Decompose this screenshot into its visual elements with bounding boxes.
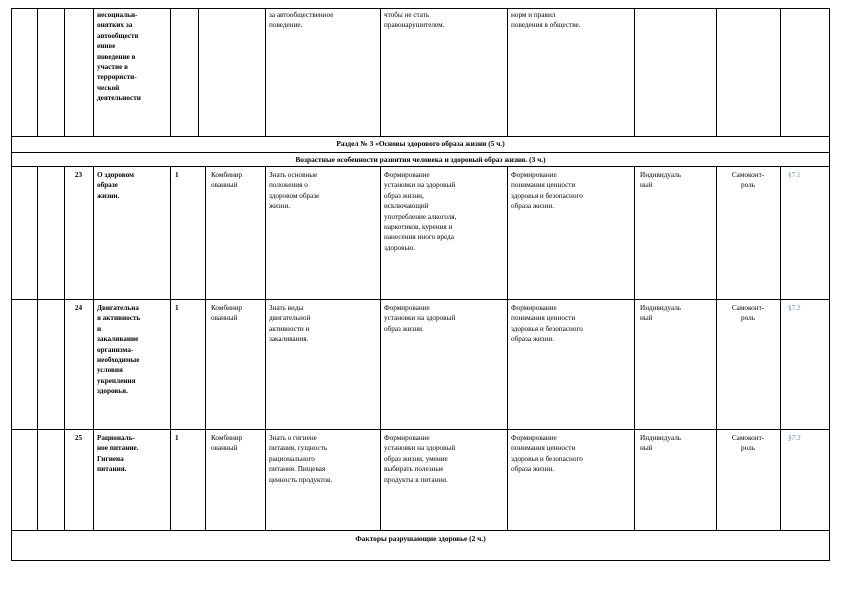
control-cell: Самоконт- роль xyxy=(731,304,765,323)
personal-cell: Формирование понимания ценности здоровья и безопасного образа жизни. xyxy=(511,304,583,344)
table-top-border xyxy=(11,8,830,9)
form-cell: Индивидуаль ный xyxy=(640,434,682,453)
row-divider xyxy=(11,429,830,430)
content-cell: за автообщественное поведение. xyxy=(269,11,334,30)
table-bottom-border xyxy=(11,560,830,561)
column-line xyxy=(780,8,781,136)
paragraph-ref: §7.2 xyxy=(788,304,801,312)
column-line xyxy=(170,8,171,136)
skills-cell: Формирование установки на здоровый образ жизни, умение выбирать полезные продукты в питании. xyxy=(384,434,456,484)
column-line xyxy=(780,166,781,530)
form-cell: Индивидуаль ный xyxy=(640,171,682,190)
content-cell: Знать виды двигательной активности и закаливания. xyxy=(269,304,311,344)
column-line xyxy=(507,8,508,136)
topic-cell: несоциальн- онятких за автообществ енное поведение в участие в террористи- ческой деятельности xyxy=(97,11,141,103)
column-line xyxy=(265,8,266,136)
column-line xyxy=(64,8,65,136)
skills-cell: Формирование установки на здоровый образ жизни. xyxy=(384,304,456,333)
table-right-border xyxy=(829,8,830,561)
row-number: 23 xyxy=(74,171,83,179)
column-line xyxy=(170,166,171,530)
hours-cell: 1 xyxy=(175,304,179,312)
section-divider xyxy=(11,152,830,153)
personal-cell: Формирование понимания ценности здоровья и безопасного образа жизни. xyxy=(511,171,583,211)
subsection-title: Возрастные особенности развития человека и здоровый образ жизни. (3 ч.) xyxy=(295,155,546,164)
lesson-type-cell: Комбинир ованный xyxy=(211,434,243,453)
topic-cell: Двигательна я активность и закаливание организма- необходимые условия укрепления здоровья. xyxy=(97,304,141,396)
table-left-border xyxy=(11,8,12,561)
section-divider xyxy=(11,136,830,137)
skills-cell: Формирование установки на здоровый образ жизни, исключающий употребление алкоголя, наркотиков, курения и нанесения иного вреда здоровью. xyxy=(384,171,457,252)
column-line xyxy=(64,166,65,530)
row-divider xyxy=(11,299,830,300)
row-divider xyxy=(11,530,830,531)
lesson-type-cell: Комбинир ованный xyxy=(211,171,243,190)
skills-cell: чтобы не стать правонарушителем. xyxy=(384,11,445,30)
column-line xyxy=(507,166,508,530)
control-cell: Самоконт- роль xyxy=(731,434,765,453)
hours-cell: 1 xyxy=(175,171,179,179)
column-line xyxy=(37,166,38,530)
topic-cell: О здоровом образе жизни. xyxy=(97,171,134,200)
column-line xyxy=(93,166,94,530)
section-title: Раздел № 3 «Основы здорового образа жизни (5 ч.) xyxy=(336,139,505,148)
topic-cell: Рациональ- ное питание. Гигиена питания. xyxy=(97,434,139,474)
lesson-type-cell: Комбинир ованный xyxy=(211,304,243,323)
column-line xyxy=(380,166,381,530)
column-line xyxy=(265,166,266,530)
column-line xyxy=(634,166,635,530)
content-cell: Знать основные положения о здоровом образе жизни. xyxy=(269,171,320,211)
factors-title: Факторы разрушающие здоровье (2 ч.) xyxy=(355,534,486,543)
column-line xyxy=(37,8,38,136)
row-number: 24 xyxy=(74,304,83,312)
column-line xyxy=(716,166,717,530)
paragraph-ref: §7.3 xyxy=(788,434,801,442)
form-cell: Индивидуаль ный xyxy=(640,304,682,323)
hours-cell: 1 xyxy=(175,434,179,442)
control-cell: Самоконт- роль xyxy=(731,171,765,190)
paragraph-ref: §7.1 xyxy=(788,171,801,179)
section-divider xyxy=(11,166,830,167)
column-line xyxy=(380,8,381,136)
column-line xyxy=(198,8,199,136)
personal-cell: норм и правил поведения в обществе. xyxy=(511,11,581,30)
personal-cell: Формирование понимания ценности здоровья и безопасного образа жизни. xyxy=(511,434,583,474)
row-number: 25 xyxy=(74,434,83,442)
column-line xyxy=(634,8,635,136)
column-line xyxy=(716,8,717,136)
column-line xyxy=(205,166,206,530)
content-cell: Знать о гигиене питания, сущность рационального питания. Пищевая ценность продуктов. xyxy=(269,434,333,484)
column-line xyxy=(93,8,94,136)
